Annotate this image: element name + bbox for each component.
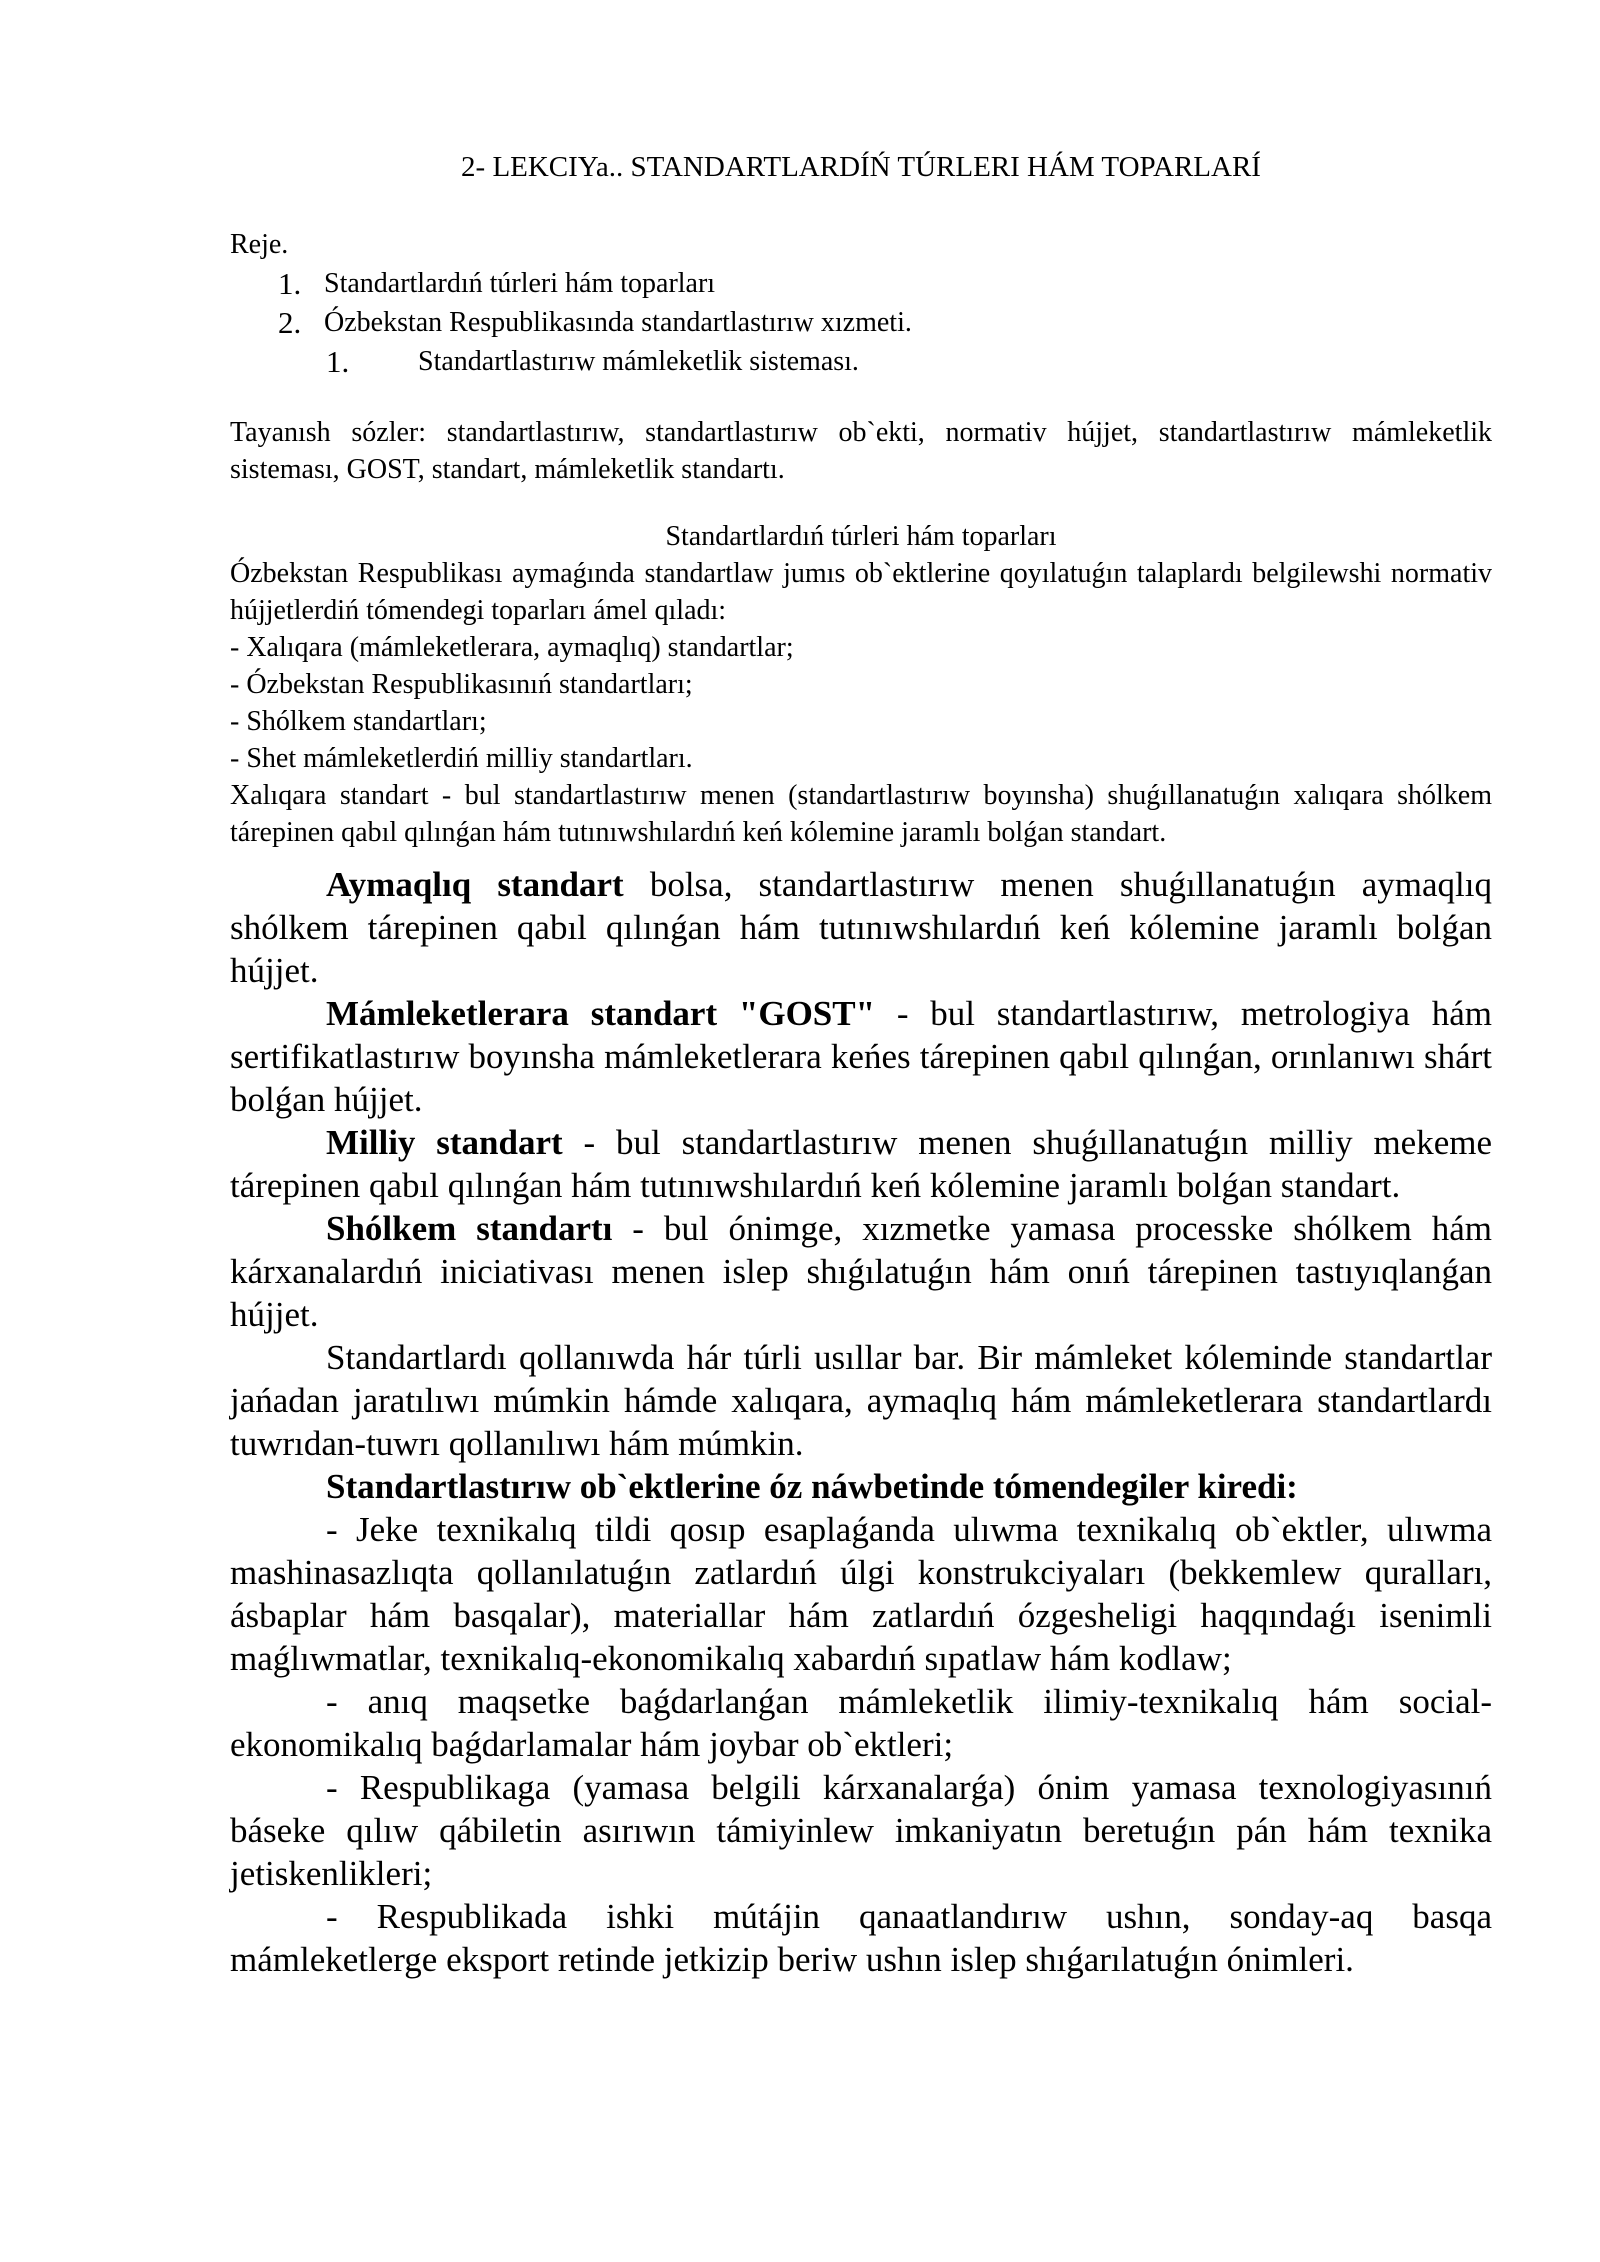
- plan-subitem: [230, 343, 1492, 380]
- list-item: - Shólkem standartları;: [230, 706, 487, 737]
- definition-text: - bul ónimge, xızmetke yamasa processke shólkem hám kárxanalardıń iniciativası menen islep shıǵılatuǵın hám onıń tárepinen tastıyıqlanǵan hújjet.: [230, 1209, 1493, 1334]
- section-title: Standartlardıń túrleri hám toparları: [665, 521, 1057, 552]
- definition-text: - bul standartlastırıw menen shuǵıllanatuǵın milliy mekeme tárepinen qabıl qılınǵan hám tutınıwshılardıń keń kólemine jaramlı bolǵan standart.: [230, 1123, 1492, 1205]
- plan-item-text: Ózbekstan Respublikasında standartlastırıw xızmeti.: [324, 307, 912, 338]
- list-item: - Xalıqara (mámleketlerara, aymaqlıq) standartlar;: [230, 632, 794, 663]
- object-item: - Respublikaga (yamasa belgili kárxanalarǵa) ónim yamasa texnologiyasınıń báseke qılıw qábiletin asırıwın támiyinlew imkaniyatın beretuǵın pán hám texnika jetiskenlikleri;: [230, 1768, 1492, 1893]
- plan-item: [230, 304, 1492, 341]
- plan-item-number: 2.: [278, 305, 302, 340]
- keywords-paragraph: Tayanısh sózler: standartlastırıw, standartlastırıw ob`ekti, normativ hújjet, standartlastırıw mámleketlik sisteması, GOST, standart, mámleketlik standartı.: [230, 417, 1492, 485]
- definition-text: bolsa, standartlastırıw menen shuǵıllanatuǵın aymaqlıq shólkem tárepinen qabıl qılınǵan hám tutınıwshılardıń keń kólemine jaramlı bolǵan hújjet.: [230, 865, 1492, 990]
- definition-paragraph: [230, 1121, 1492, 1207]
- object-item: - anıq maqsetke baǵdarlanǵan mámleketlik ilimiy-texnikalıq hám social-ekonomikalıq baǵdarlamalar hám joybar ob`ektleri;: [230, 1682, 1492, 1764]
- object-item: - Respublikada ishki mútájin qanaatlandırıw ushın, sonday-aq basqa mámleketlerge eksport retinde jetkizip beriw ushın islep shıǵarılatuǵın ónimleri.: [230, 1897, 1492, 1979]
- international-standard-definition: Xalıqara standart - bul standartlastırıw menen (standartlastırıw boyınsha) shuǵıllanatuǵın xalıqara shólkem tárepinen qabıl qılınǵan hám tutınıwshılardıń keń kólemine jaramlı bolǵan standart.: [230, 780, 1492, 848]
- objects-heading-text: Standartlastırıw ob`ektlerine óz náwbetinde tómendegiler kiredi:: [326, 1467, 1298, 1506]
- plan-item-text: Standartlardıń túrleri hám toparları: [324, 268, 716, 299]
- plan-item-text: Standartlastırıw mámleketlik sisteması.: [418, 346, 859, 377]
- definition-term: Aymaqlıq standart: [326, 865, 624, 904]
- definition-paragraph: [230, 1207, 1492, 1336]
- definition-term: Shólkem standartı: [326, 1209, 613, 1248]
- standard-types-list: [230, 629, 1492, 777]
- plan-item: [230, 265, 1492, 302]
- objects-heading: [230, 1465, 1492, 1508]
- plan-heading: Reje.: [230, 229, 289, 260]
- list-item: - Ózbekstan Respublikasınıń standartları;: [230, 669, 693, 700]
- plan-item-number: 1.: [278, 266, 302, 301]
- definition-term: Mámleketlerara standart "GOST": [326, 994, 876, 1033]
- definition-paragraph: [230, 863, 1492, 992]
- document-body: [230, 148, 1492, 1981]
- lecture-title: 2- LEKCIYa.. STANDARTLARDÍŃ TÚRLERI HÁM TOPARLARÍ: [461, 151, 1261, 183]
- plan-list: [230, 265, 1492, 380]
- definition-text: - bul standartlastırıw, metrologiya hám sertifikatlastırıw boyınsha mámleketlerara keńes tárepinen qabıl qılınǵan, orınlanıwı shárt bolǵan hújjet.: [230, 994, 1492, 1119]
- usage-paragraph: Standartlardı qollanıwda hár túrli usıllar bar. Bir mámleket kóleminde standartlar jańadan jaratılıwı múmkin hámde xalıqara, aymaqlıq hám mámleketlerara standartlardı tuwrıdan-tuwrı qollanılıwı hám múmkin.: [230, 1338, 1492, 1463]
- plan-item-number: 1.: [326, 344, 350, 379]
- object-item: - Jeke texnikalıq tildi qosıp esaplaǵanda ulıwma texnikalıq ob`ektler, ulıwma mashinasazlıqta qollanılatuǵın zatlardıń úlgi konstrukciyaları (bekkemlew quralları, ásbaplar hám basqalar), materiallar hám zatlardıń ózgesheligi haqqındaǵı isenimli maǵlıwmatlar, texnikalıq-ekonomikalıq xabardıń sıpatlaw hám kodlaw;: [230, 1510, 1492, 1678]
- list-item: - Shet mámleketlerdiń milliy standartları.: [230, 743, 693, 774]
- intro-paragraph: Ózbekstan Respublikası aymaǵında standartlaw jumıs ob`ektlerine qoyılatuǵın talaplardı belgilewshi normativ hújjetlerdiń tómendegi toparları ámel qıladı:: [230, 558, 1492, 626]
- definition-term: Milliy standart: [326, 1123, 563, 1162]
- definition-paragraph: [230, 992, 1492, 1121]
